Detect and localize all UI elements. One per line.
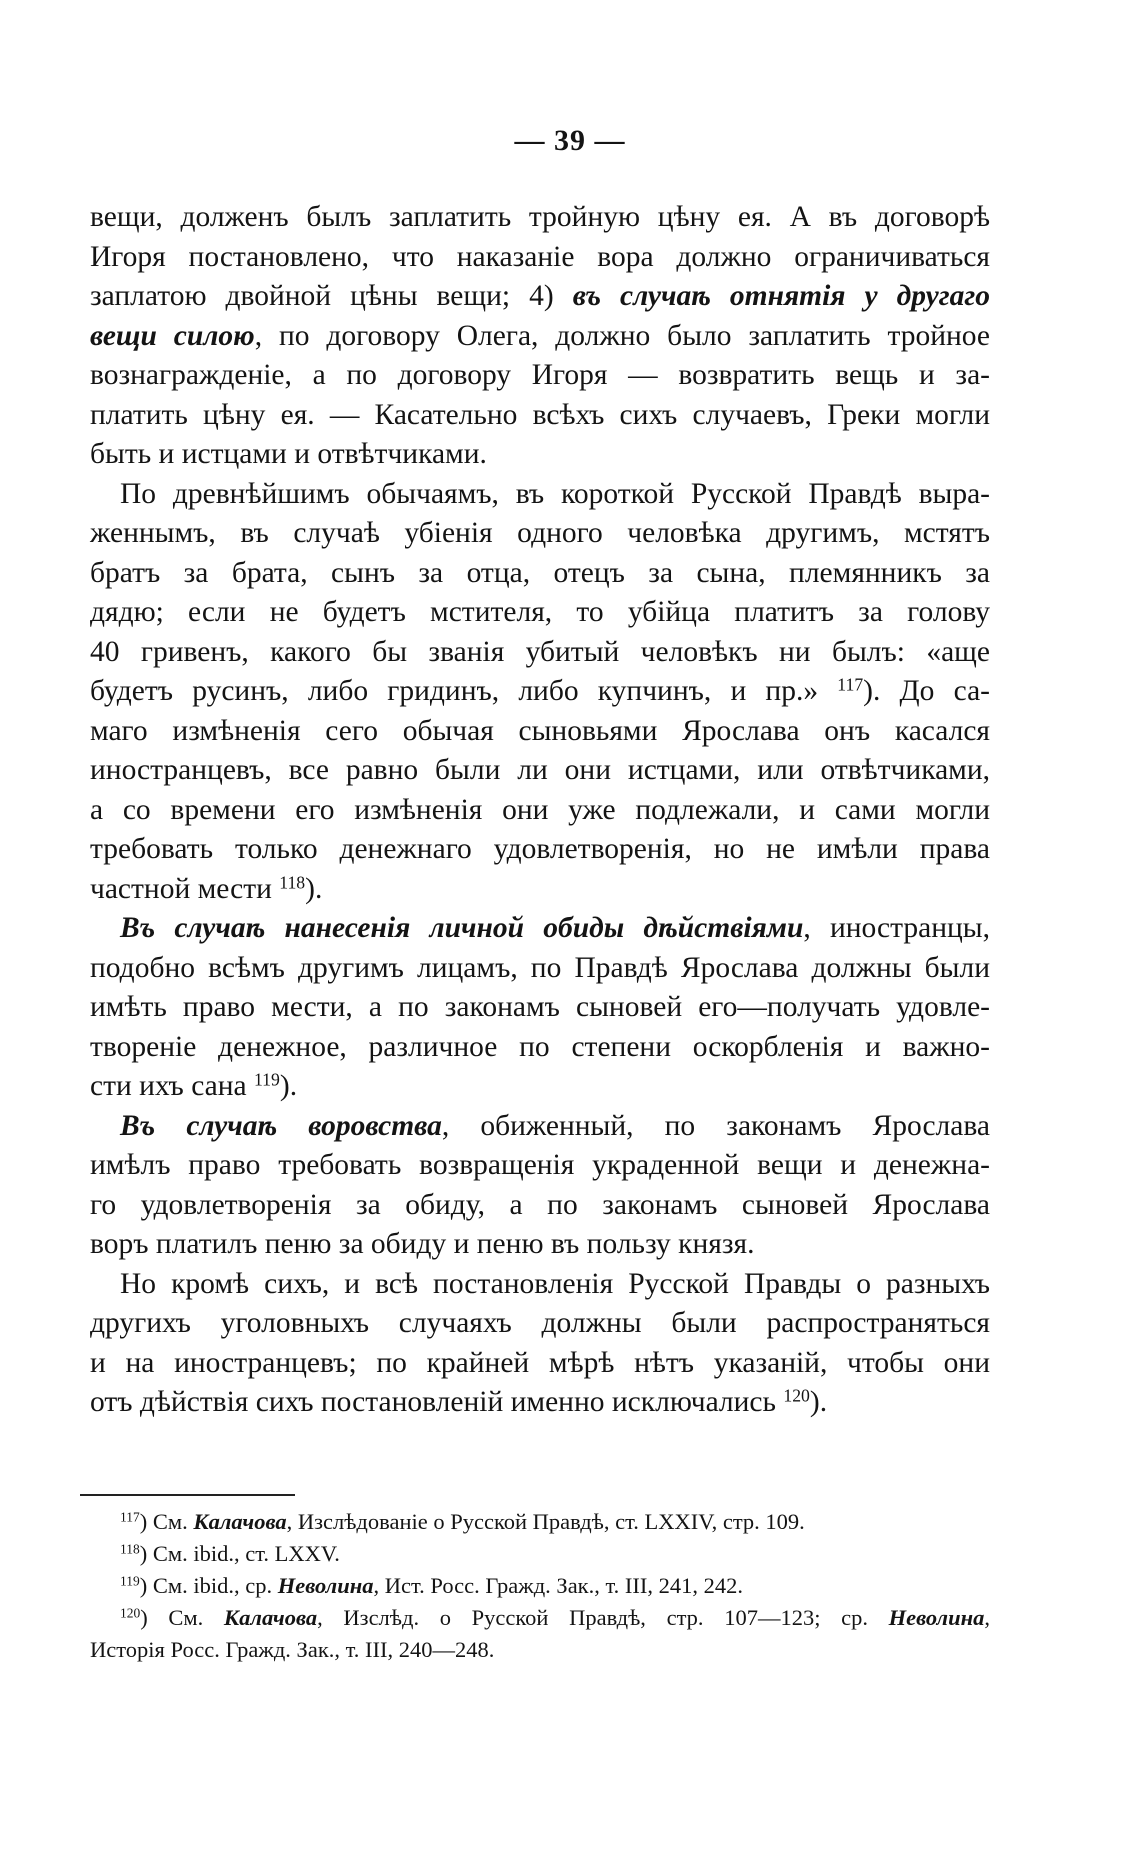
text-line: Игоря постановлено, что наказаніе вора должно ограничиваться: [90, 240, 990, 273]
paragraph: [90, 198, 990, 475]
text-line: а со времени его измѣненія они уже подлежали, и сами могли: [90, 793, 990, 826]
text-line: имѣть право мести, а по законамъ сыновей его—получать удовле-: [90, 991, 990, 1023]
page-number: — 39 —: [514, 124, 626, 157]
footnote: $^{117}$) См. Калачова, Изслѣдованіе о Русской Правдѣ, ст. LXXIV, стр. 109.: [120, 1509, 805, 1534]
text-line: другихъ уголовныхъ случаяхъ должны были распространяться: [90, 1307, 990, 1339]
text-line: частной мести $^{118}$).: [90, 871, 323, 905]
footnote-ref: 117: [837, 674, 864, 695]
text-line: подобно всѣмъ другимъ лицамъ, по Правдѣ Ярослава должны были: [90, 951, 990, 984]
text-line: быть и истцами и отвѣтчиками.: [90, 438, 487, 470]
text-line: иностранцевъ, все равно были ли они истцами, или отвѣтчиками,: [90, 754, 990, 786]
text-line: будетъ русинъ, либо гридинъ, либо купчинъ, и пр.» $^{117}$). До са-: [90, 674, 990, 707]
paragraph: [90, 909, 990, 1107]
footnote-ref: 118: [279, 871, 306, 892]
footnote-ref: 119: [254, 1069, 280, 1090]
text-line: вещи, долженъ былъ заплатить тройную цѣну ея. А въ договорѣ: [90, 201, 990, 233]
footnote: $^{120}$) См. Калачова, Изслѣд. о Русской Правдѣ, стр. 107—123; ср. Неволина,: [120, 1605, 990, 1630]
text-line: воръ платилъ пеню за обиду и пеню въ пользу князя.: [90, 1228, 755, 1260]
footnote-continuation: Исторія Росс. Гражд. Зак., т. III, 240—248.: [90, 1637, 495, 1662]
footnote-ref: 120: [783, 1385, 810, 1406]
text-line: имѣлъ право требовать возвращенія украденной вещи и денежна-: [90, 1149, 990, 1181]
italic-phrase: въ случаѣ отнятія у другаго: [572, 280, 990, 312]
text-line: дядю; если не будетъ мстителя, то убійца платитъ за голову: [90, 596, 990, 628]
footnotes: [90, 1506, 990, 1666]
text-line: платить цѣну ея. — Касательно всѣхъ сихъ случаевъ, Греки могли: [90, 398, 990, 431]
text-line: женнымъ, въ случаѣ убіенія одного человѣка другимъ, мстятъ: [90, 517, 990, 549]
text-line: Въ случаѣ нанесенія личной обиды дѣйствіями, иностранцы,: [120, 912, 990, 944]
text-line: сти ихъ сана $^{119}$).: [90, 1069, 298, 1102]
text-line: 40 гривенъ, какого бы званія убитый человѣкъ ни былъ: «аще: [90, 635, 990, 668]
text-line: вознагражденіе, а по договору Игоря — возвратить вещь и за-: [90, 359, 990, 391]
footnote: $^{119}$) См. ibid., ср. Неволина, Ист. Росс. Гражд. Зак., т. III, 241, 242.: [120, 1573, 743, 1598]
italic-phrase: Въ случаѣ воровства: [120, 1109, 442, 1142]
footnote-divider: [80, 1494, 295, 1496]
text-line: Въ случаѣ воровства, обиженный, по законамъ Ярослава: [120, 1109, 990, 1142]
italic-phrase: вещи силою: [90, 319, 255, 352]
text-line: братъ за брата, сынъ за отца, отецъ за сына, племянникъ за: [90, 556, 990, 589]
text-line: отъ дѣйствія сихъ постановленій именно исключались $^{120}$).: [90, 1385, 828, 1418]
text-line: вещи силою, по договору Олега, должно было заплатить тройное: [90, 319, 990, 352]
text-line: заплатою двойной цѣны вещи; 4) въ случаѣ отнятія у другаго: [90, 280, 990, 312]
text-line: маго измѣненія сего обычая сыновьями Ярослава онъ касался: [90, 714, 990, 747]
body-text: [90, 198, 990, 1423]
footnote-mark: 118: [120, 1541, 140, 1557]
footnote-mark: 117: [120, 1509, 140, 1525]
italic-phrase: Въ случаѣ нанесенія личной обиды дѣйствіями: [120, 912, 804, 944]
text-line: Но кромѣ сихъ, и всѣ постановленія Русской Правды о разныхъ: [120, 1267, 990, 1300]
paragraph: [90, 475, 990, 910]
text-line: го удовлетворенія за обиду, а по законамъ сыновей Ярослава: [90, 1188, 990, 1221]
text-line: требовать только денежнаго удовлетворенія, но не имѣли права: [90, 833, 990, 865]
text-line: По древнѣйшимъ обычаямъ, въ короткой Русской Правдѣ выра-: [120, 477, 990, 510]
footnote-mark: 120: [120, 1605, 141, 1621]
paragraph: [90, 1107, 990, 1265]
paragraph: [90, 1265, 990, 1423]
text-line: и на иностранцевъ; по крайней мѣрѣ нѣтъ указаній, чтобы они: [90, 1346, 990, 1379]
footnote: $^{118}$) См. ibid., ст. LXXV.: [120, 1541, 340, 1566]
text-line: твореніе денежное, различное по степени оскорбленія и важно-: [90, 1030, 990, 1063]
footnote-mark: 119: [120, 1573, 140, 1589]
